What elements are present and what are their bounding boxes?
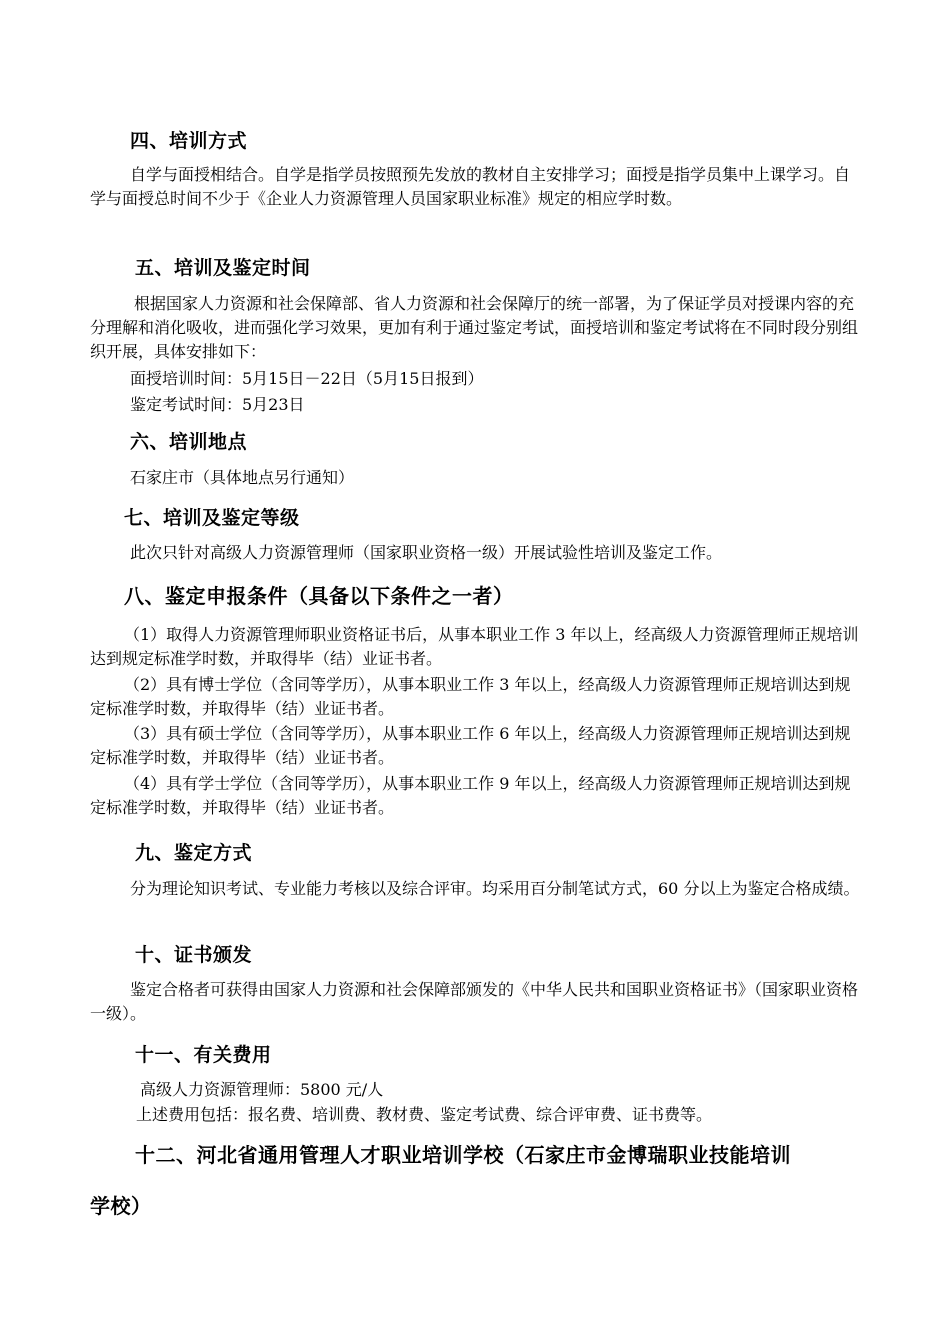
section-5-body: 根据国家人力资源和社会保障部、省人力资源和社会保障厅的统一部署，为了保证学员对授课内容的充分理解和消化吸收，进而强化学习效果，更加有利于通过鉴定考试，面授培训和鉴定考试将在不同时段分别组织开展，具体安排如下： <box>90 294 859 361</box>
section-7-title: 七、培训及鉴定等级 <box>124 507 300 529</box>
section-10-title: 十、证书颁发 <box>135 944 253 966</box>
section-8-item-3: （3）具有硕士学位（含同等学历），从事本职业工作 6 年以上，经高级人力资源管理师正规培训达到规定标准学时数，并取得毕（结）业证书者。 <box>90 724 851 767</box>
section-6-title: 六、培训地点 <box>130 431 248 453</box>
section-5-title: 五、培训及鉴定时间 <box>135 257 311 279</box>
section-6-body: 石家庄市（具体地点另行通知） <box>130 468 355 487</box>
section-10-body: 鉴定合格者可获得由国家人力资源和社会保障部颁发的《中华人民共和国职业资格证书》（国家职业资格一级）。 <box>90 980 859 1023</box>
section-12-title-line-1: 十二、河北省通用管理人才职业培训学校（石家庄市金博瑞职业技能培训 <box>135 1143 791 1167</box>
section-8-item-1: （1）取得人力资源管理师职业资格证书后，从事本职业工作 3 年以上，经高级人力资源管理师正规培训达到规定标准学时数，并取得毕（结）业证书者。 <box>90 625 859 668</box>
section-12-title-line-2: 学校） <box>90 1194 152 1218</box>
section-4-body: 自学与面授相结合。自学是指学员按照预先发放的教材自主安排学习；面授是指学员集中上课学习。自学与面授总时间不少于《企业人力资源管理人员国家职业标准》规定的相应学时数。 <box>90 165 851 208</box>
section-8-item-2: （2）具有博士学位（含同等学历），从事本职业工作 3 年以上，经高级人力资源管理师正规培训达到规定标准学时数，并取得毕（结）业证书者。 <box>90 675 851 718</box>
section-8-title: 八、鉴定申报条件（具备以下条件之一者） <box>124 584 514 608</box>
section-5-training-time: 面授培训时间：5月15日－22日（5月15日报到） <box>130 369 484 388</box>
section-9-body: 分为理论知识考试、专业能力考核以及综合评审。均采用百分制笔试方式，60 分以上为鉴定合格成绩。 <box>130 879 860 898</box>
section-11-title: 十一、有关费用 <box>135 1044 272 1066</box>
section-9-title: 九、鉴定方式 <box>135 842 253 864</box>
section-4-title: 四、培训方式 <box>130 130 248 152</box>
section-8-item-4: （4）具有学士学位（含同等学历），从事本职业工作 9 年以上，经高级人力资源管理师正规培训达到规定标准学时数，并取得毕（结）业证书者。 <box>90 774 851 817</box>
section-5-exam-time: 鉴定考试时间：5月23日 <box>130 395 305 414</box>
section-11-fee-includes: 上述费用包括：报名费、培训费、教材费、鉴定考试费、综合评审费、证书费等。 <box>136 1105 713 1124</box>
section-11-fee: 高级人力资源管理师：5800 元/人 <box>140 1080 384 1099</box>
section-7-body: 此次只针对高级人力资源管理师（国家职业资格一级）开展试验性培训及鉴定工作。 <box>130 543 723 562</box>
